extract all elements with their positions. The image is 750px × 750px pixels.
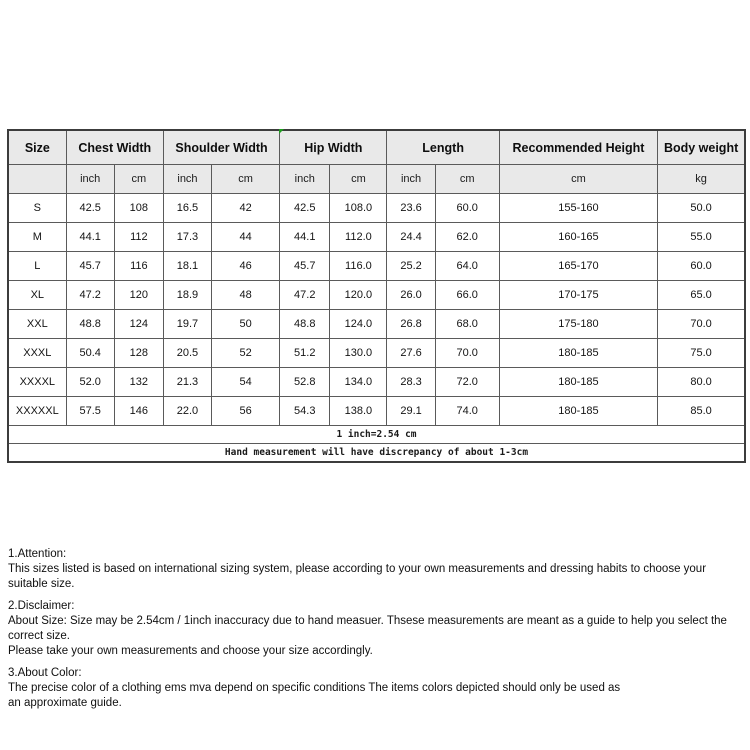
- measurement-value: 116.0: [330, 252, 387, 281]
- column-header-length: Length: [387, 130, 499, 165]
- unit-header-inch: inch: [280, 165, 330, 194]
- size-label: XXXXL: [8, 368, 66, 397]
- note-section-1-attention: [8, 547, 744, 592]
- measurement-value: 72.0: [435, 368, 499, 397]
- footer-note-row: [8, 426, 745, 444]
- measurement-value: 20.5: [163, 339, 211, 368]
- measurement-value: 60.0: [435, 194, 499, 223]
- measurement-value: 42.5: [280, 194, 330, 223]
- table-row-xxxxxl: [8, 397, 745, 426]
- note-section-3-about-color: [8, 666, 744, 711]
- unit-header-cm: cm: [114, 165, 163, 194]
- measurement-value: 120.0: [330, 281, 387, 310]
- size-label: XXXL: [8, 339, 66, 368]
- measurement-value: 50: [212, 310, 280, 339]
- measurement-value: 25.2: [387, 252, 435, 281]
- measurement-value: 52.8: [280, 368, 330, 397]
- measurement-value: 54: [212, 368, 280, 397]
- measurement-value: 108.0: [330, 194, 387, 223]
- note-line: Please take your own measurements and choose your size accordingly.: [8, 645, 373, 657]
- table-row-xxl: [8, 310, 745, 339]
- measurement-value: 44.1: [66, 223, 114, 252]
- measurement-value: 48: [212, 281, 280, 310]
- unit-header-cm: cm: [435, 165, 499, 194]
- measurement-value: 68.0: [435, 310, 499, 339]
- measurement-value: 124.0: [330, 310, 387, 339]
- unit-header-blank: [8, 165, 66, 194]
- measurement-value: 55.0: [658, 223, 745, 252]
- measurement-value: 128: [114, 339, 163, 368]
- measurement-value: 66.0: [435, 281, 499, 310]
- column-header-shoulder-width: Shoulder Width: [163, 130, 279, 165]
- measurement-value: 132: [114, 368, 163, 397]
- measurement-value: 180-185: [499, 339, 657, 368]
- column-header-body-weight: Body weight: [658, 130, 745, 165]
- inch-conversion-note: 1 inch=2.54 cm: [8, 426, 745, 444]
- footer-note-row: [8, 444, 745, 463]
- unit-header-cm: cm: [212, 165, 280, 194]
- measurement-value: 120: [114, 281, 163, 310]
- measurement-value: 170-175: [499, 281, 657, 310]
- table-row-m: [8, 223, 745, 252]
- measurement-value: 70.0: [435, 339, 499, 368]
- size-chart-table: [7, 129, 746, 463]
- size-label: L: [8, 252, 66, 281]
- unit-header-cm: cm: [499, 165, 657, 194]
- measurement-value: 26.0: [387, 281, 435, 310]
- measurement-value: 130.0: [330, 339, 387, 368]
- measurement-value: 24.4: [387, 223, 435, 252]
- measurement-value: 70.0: [658, 310, 745, 339]
- size-label: XL: [8, 281, 66, 310]
- unit-header-inch: inch: [387, 165, 435, 194]
- measurement-value: 18.1: [163, 252, 211, 281]
- size-label: XXL: [8, 310, 66, 339]
- column-header-hip-width: Hip Width: [280, 130, 387, 165]
- measurement-value: 42.5: [66, 194, 114, 223]
- measurement-value: 80.0: [658, 368, 745, 397]
- measurement-value: 44.1: [280, 223, 330, 252]
- measurement-value: 60.0: [658, 252, 745, 281]
- measurement-value: 29.1: [387, 397, 435, 426]
- measurement-value: 27.6: [387, 339, 435, 368]
- measurement-value: 85.0: [658, 397, 745, 426]
- measurement-value: 42: [212, 194, 280, 223]
- notes-section: [8, 547, 744, 718]
- measurement-value: 108: [114, 194, 163, 223]
- column-header-recommended-height: Recommended Height: [499, 130, 657, 165]
- measurement-value: 175-180: [499, 310, 657, 339]
- measurement-value: 44: [212, 223, 280, 252]
- note-heading: 2.Disclaimer:: [8, 600, 75, 612]
- table-row-xl: [8, 281, 745, 310]
- measurement-value: 75.0: [658, 339, 745, 368]
- note-section-2-disclaimer: [8, 599, 744, 659]
- measurement-value: 138.0: [330, 397, 387, 426]
- measurement-value: 47.2: [66, 281, 114, 310]
- table-row-l: [8, 252, 745, 281]
- measurement-value: 18.9: [163, 281, 211, 310]
- note-line: About Size: Size may be 2.54cm / 1inch inaccuracy due to hand measuer. Thsese measurements are meant as a guide to help you select the correct size.: [8, 615, 727, 642]
- measurement-value: 74.0: [435, 397, 499, 426]
- measurement-value: 54.3: [280, 397, 330, 426]
- green-corner-marker-icon: [279, 129, 284, 134]
- measurement-value: 116: [114, 252, 163, 281]
- note-heading: 3.About Color:: [8, 667, 82, 679]
- header-group-row: [8, 130, 745, 165]
- table-row-xxxxl: [8, 368, 745, 397]
- measurement-value: 155-160: [499, 194, 657, 223]
- measurement-value: 146: [114, 397, 163, 426]
- hand-measurement-note: Hand measurement will have discrepancy of about 1-3cm: [8, 444, 745, 463]
- measurement-value: 165-170: [499, 252, 657, 281]
- measurement-value: 48.8: [66, 310, 114, 339]
- unit-row: [8, 165, 745, 194]
- unit-header-inch: inch: [66, 165, 114, 194]
- measurement-value: 16.5: [163, 194, 211, 223]
- unit-header-cm: cm: [330, 165, 387, 194]
- measurement-value: 28.3: [387, 368, 435, 397]
- measurement-value: 62.0: [435, 223, 499, 252]
- measurement-value: 52: [212, 339, 280, 368]
- column-header-chest-width: Chest Width: [66, 130, 163, 165]
- measurement-value: 112.0: [330, 223, 387, 252]
- unit-header-kg: kg: [658, 165, 745, 194]
- measurement-value: 50.4: [66, 339, 114, 368]
- measurement-value: 21.3: [163, 368, 211, 397]
- measurement-value: 180-185: [499, 368, 657, 397]
- measurement-value: 57.5: [66, 397, 114, 426]
- unit-header-inch: inch: [163, 165, 211, 194]
- measurement-value: 134.0: [330, 368, 387, 397]
- table-row-s: [8, 194, 745, 223]
- size-label: M: [8, 223, 66, 252]
- measurement-value: 26.8: [387, 310, 435, 339]
- note-line: an approximate guide.: [8, 697, 122, 709]
- measurement-value: 17.3: [163, 223, 211, 252]
- measurement-value: 51.2: [280, 339, 330, 368]
- note-heading: 1.Attention:: [8, 548, 67, 560]
- table-body: [8, 194, 745, 426]
- table-row-xxxl: [8, 339, 745, 368]
- measurement-value: 45.7: [66, 252, 114, 281]
- measurement-value: 45.7: [280, 252, 330, 281]
- measurement-value: 19.7: [163, 310, 211, 339]
- measurement-value: 160-165: [499, 223, 657, 252]
- note-line: The precise color of a clothing ems mva depend on specific conditions The items colors depicted should only be used as: [8, 682, 621, 694]
- measurement-value: 50.0: [658, 194, 745, 223]
- measurement-value: 112: [114, 223, 163, 252]
- measurement-value: 46: [212, 252, 280, 281]
- column-header-size: Size: [8, 130, 66, 165]
- measurement-value: 52.0: [66, 368, 114, 397]
- measurement-value: 65.0: [658, 281, 745, 310]
- measurement-value: 23.6: [387, 194, 435, 223]
- size-label: S: [8, 194, 66, 223]
- measurement-value: 47.2: [280, 281, 330, 310]
- measurement-value: 124: [114, 310, 163, 339]
- measurement-value: 22.0: [163, 397, 211, 426]
- measurement-value: 48.8: [280, 310, 330, 339]
- note-line: This sizes listed is based on international sizing system, please according to your own measurements and dressing habits to choose your suitable size.: [8, 563, 707, 590]
- measurement-value: 56: [212, 397, 280, 426]
- measurement-value: 180-185: [499, 397, 657, 426]
- size-label: XXXXXL: [8, 397, 66, 426]
- measurement-value: 64.0: [435, 252, 499, 281]
